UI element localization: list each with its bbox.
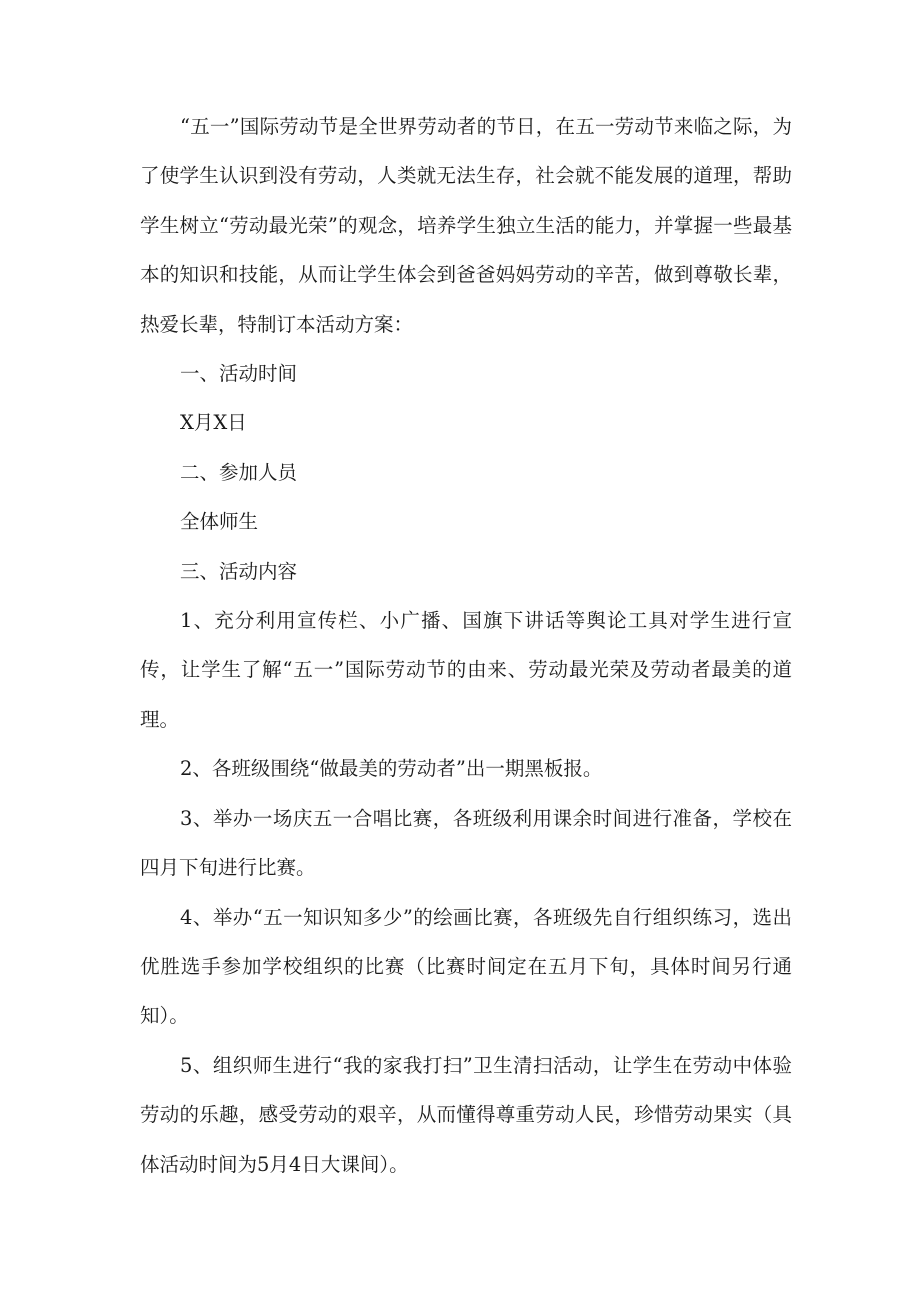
section-heading-time: 一、活动时间 — [180, 362, 298, 386]
content-item-4: 4、举办“五一知识知多少”的绘画比赛，各班级先自行组织练习，选出优胜选手参加学校组织的比赛（比赛时间定在五月下旬，具体时间另行通知）。 — [140, 905, 792, 1028]
content-item-3: 3、举办一场庆五一合唱比赛，各班级利用课余时间进行准备，学校在四月下旬进行比赛。 — [140, 806, 792, 880]
document-body — [140, 102, 792, 1189]
content-item-5: 5、组织师生进行“我的家我打扫”卫生清扫活动，让学生在劳动中体验劳动的乐趣，感受劳动的艰辛，从而懂得尊重劳动人民，珍惜劳动果实（具体活动时间为5月4日大课间）。 — [140, 1053, 792, 1176]
participants-value: 全体师生 — [180, 510, 259, 534]
section-heading-participants: 二、参加人员 — [180, 460, 298, 484]
intro-paragraph: “五一”国际劳动节是全世界劳动者的节日，在五一劳动节来临之际，为了使学生认识到没有劳动，人类就无法生存，社会就不能发展的道理，帮助学生树立“劳动最光荣”的观念，培养学生独立生活的能力，并掌握一些最基本的知识和技能，从而让学生体会到爸爸妈妈劳动的辛苦，做到尊敬长辈，热爱长辈，特制订本活动方案： — [140, 115, 792, 336]
activity-date: X月X日 — [180, 411, 247, 435]
content-item-2: 2、各班级围绕“做最美的劳动者”出一期黑板报。 — [180, 757, 603, 781]
content-item-1: 1、充分利用宣传栏、小广播、国旗下讲话等舆论工具对学生进行宣传，让学生了解“五一”国际劳动节的由来、劳动最光荣及劳动者最美的道理。 — [140, 609, 792, 731]
section-heading-content: 三、活动内容 — [180, 559, 298, 583]
